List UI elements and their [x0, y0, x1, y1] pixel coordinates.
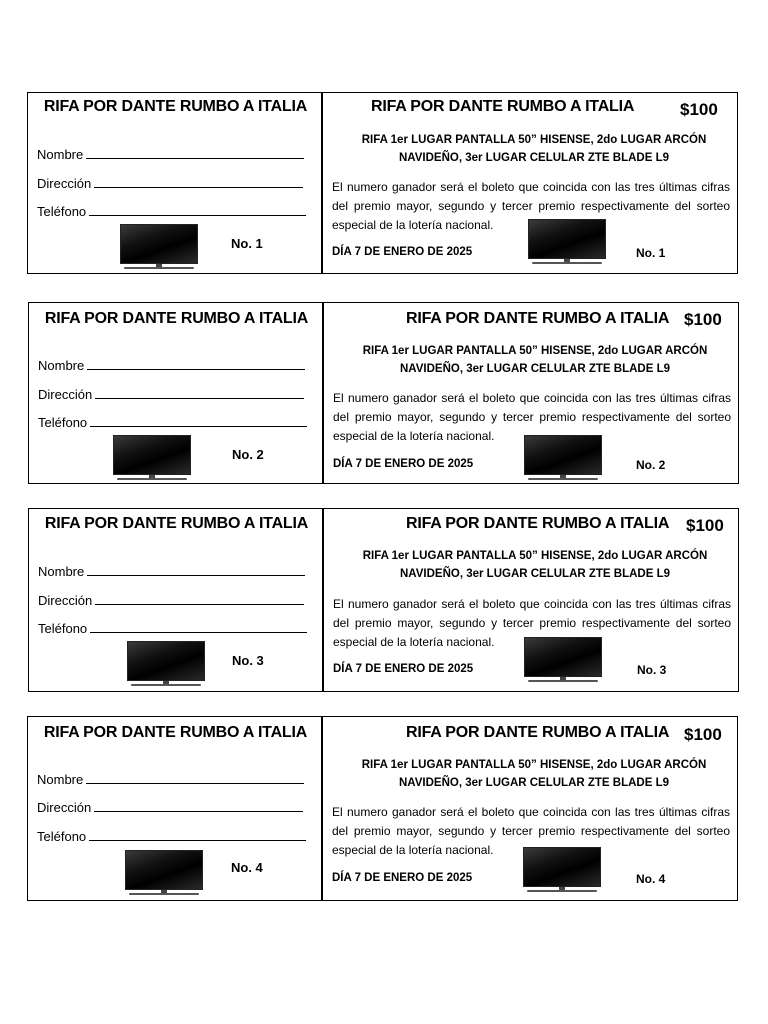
stub-title: RIFA POR DANTE RUMBO A ITALIA	[43, 98, 308, 115]
name-field[interactable]	[38, 563, 305, 579]
ticket-price: $100	[684, 725, 722, 744]
name-label: Nombre	[37, 147, 84, 162]
stub-title: RIFA POR DANTE RUMBO A ITALIA	[44, 310, 309, 327]
ticket-stub	[28, 717, 323, 900]
address-label: Dirección	[38, 387, 93, 402]
tv-image	[524, 637, 602, 683]
name-label: Nombre	[38, 564, 85, 579]
phone-field[interactable]	[37, 203, 306, 219]
prize-list: RIFA 1er LUGAR PANTALLA 50” HISENSE, 2do LUGAR ARCÓN NAVIDEÑO, 3er LUGAR CELULAR ZTE BLADE L9	[361, 759, 707, 789]
ticket-price: $100	[680, 100, 718, 119]
raffle-ticket-2	[28, 302, 739, 484]
prize-list: RIFA 1er LUGAR PANTALLA 50” HISENSE, 2do LUGAR ARCÓN NAVIDEÑO, 3er LUGAR CELULAR ZTE BLADE L9	[362, 550, 708, 580]
ticket-number: No. 2	[636, 458, 666, 472]
draw-date: DÍA 7 DE ENERO DE 2025	[333, 458, 474, 470]
tv-image	[524, 435, 602, 481]
tv-image	[528, 219, 606, 265]
phone-field[interactable]	[37, 828, 306, 844]
main-title: RIFA POR DANTE RUMBO A ITALIA	[371, 98, 635, 115]
draw-date: DÍA 7 DE ENERO DE 2025	[333, 663, 474, 675]
tv-image	[125, 850, 203, 896]
ticket-price: $100	[686, 516, 724, 535]
ticket-number: No. 4	[231, 860, 263, 875]
phone-field[interactable]	[38, 620, 307, 636]
address-label: Dirección	[37, 800, 92, 815]
phone-label: Teléfono	[38, 415, 88, 430]
prize-list: RIFA 1er LUGAR PANTALLA 50” HISENSE, 2do LUGAR ARCÓN NAVIDEÑO, 3er LUGAR CELULAR ZTE BLADE L9	[362, 345, 708, 375]
ticket-number: No. 3	[637, 663, 667, 677]
prize-list: RIFA 1er LUGAR PANTALLA 50” HISENSE, 2do LUGAR ARCÓN NAVIDEÑO, 3er LUGAR CELULAR ZTE BLADE L9	[361, 134, 707, 164]
name-field[interactable]	[37, 146, 304, 162]
tv-image	[113, 435, 191, 481]
tv-image	[523, 847, 601, 893]
name-field[interactable]	[38, 357, 305, 373]
phone-label: Teléfono	[37, 204, 87, 219]
stub-title: RIFA POR DANTE RUMBO A ITALIA	[43, 724, 308, 741]
rules-text: El numero ganador será el boleto que coincida con las tres últimas cifras del premio mayor, segundo y tercer premio respectivamente del sorteo especial de la lotería nacional.	[333, 391, 731, 443]
stub-title: RIFA POR DANTE RUMBO A ITALIA	[44, 515, 309, 532]
ticket-number: No. 3	[232, 653, 264, 668]
ticket-number: No. 1	[636, 246, 666, 260]
address-field[interactable]	[37, 175, 303, 191]
address-field[interactable]	[38, 386, 304, 402]
ticket-price: $100	[684, 310, 722, 329]
raffle-ticket-1	[27, 92, 738, 274]
raffle-ticket-3	[28, 508, 739, 692]
rules-text: El numero ganador será el boleto que coincida con las tres últimas cifras del premio mayor, segundo y tercer premio respectivamente del sorteo especial de la lotería nacional.	[332, 805, 730, 857]
ticket-number: No. 4	[636, 872, 666, 886]
address-field[interactable]	[37, 799, 303, 815]
phone-label: Teléfono	[37, 829, 87, 844]
ticket-number: No. 1	[231, 236, 263, 251]
rules-text: El numero ganador será el boleto que coincida con las tres últimas cifras del premio mayor, segundo y tercer premio respectivamente del sorteo especial de la lotería nacional.	[332, 180, 730, 232]
ticket-stub	[28, 93, 323, 273]
main-title: RIFA POR DANTE RUMBO A ITALIA	[406, 310, 670, 327]
tv-image	[120, 224, 198, 270]
phone-field[interactable]	[38, 414, 307, 430]
rules-text: El numero ganador será el boleto que coincida con las tres últimas cifras del premio mayor, segundo y tercer premio respectivamente del sorteo especial de la lotería nacional.	[333, 597, 731, 649]
phone-label: Teléfono	[38, 621, 88, 636]
address-label: Dirección	[38, 593, 93, 608]
draw-date: DÍA 7 DE ENERO DE 2025	[332, 872, 473, 884]
address-field[interactable]	[38, 592, 304, 608]
address-label: Dirección	[37, 176, 92, 191]
draw-date: DÍA 7 DE ENERO DE 2025	[332, 246, 473, 258]
ticket-stub	[29, 303, 324, 483]
name-field[interactable]	[37, 771, 304, 787]
ticket-stub	[29, 509, 324, 691]
main-title: RIFA POR DANTE RUMBO A ITALIA	[406, 724, 670, 741]
name-label: Nombre	[38, 358, 85, 373]
tv-image	[127, 641, 205, 687]
name-label: Nombre	[37, 772, 84, 787]
ticket-number: No. 2	[232, 447, 264, 462]
raffle-ticket-4	[27, 716, 738, 901]
main-title: RIFA POR DANTE RUMBO A ITALIA	[406, 515, 670, 532]
